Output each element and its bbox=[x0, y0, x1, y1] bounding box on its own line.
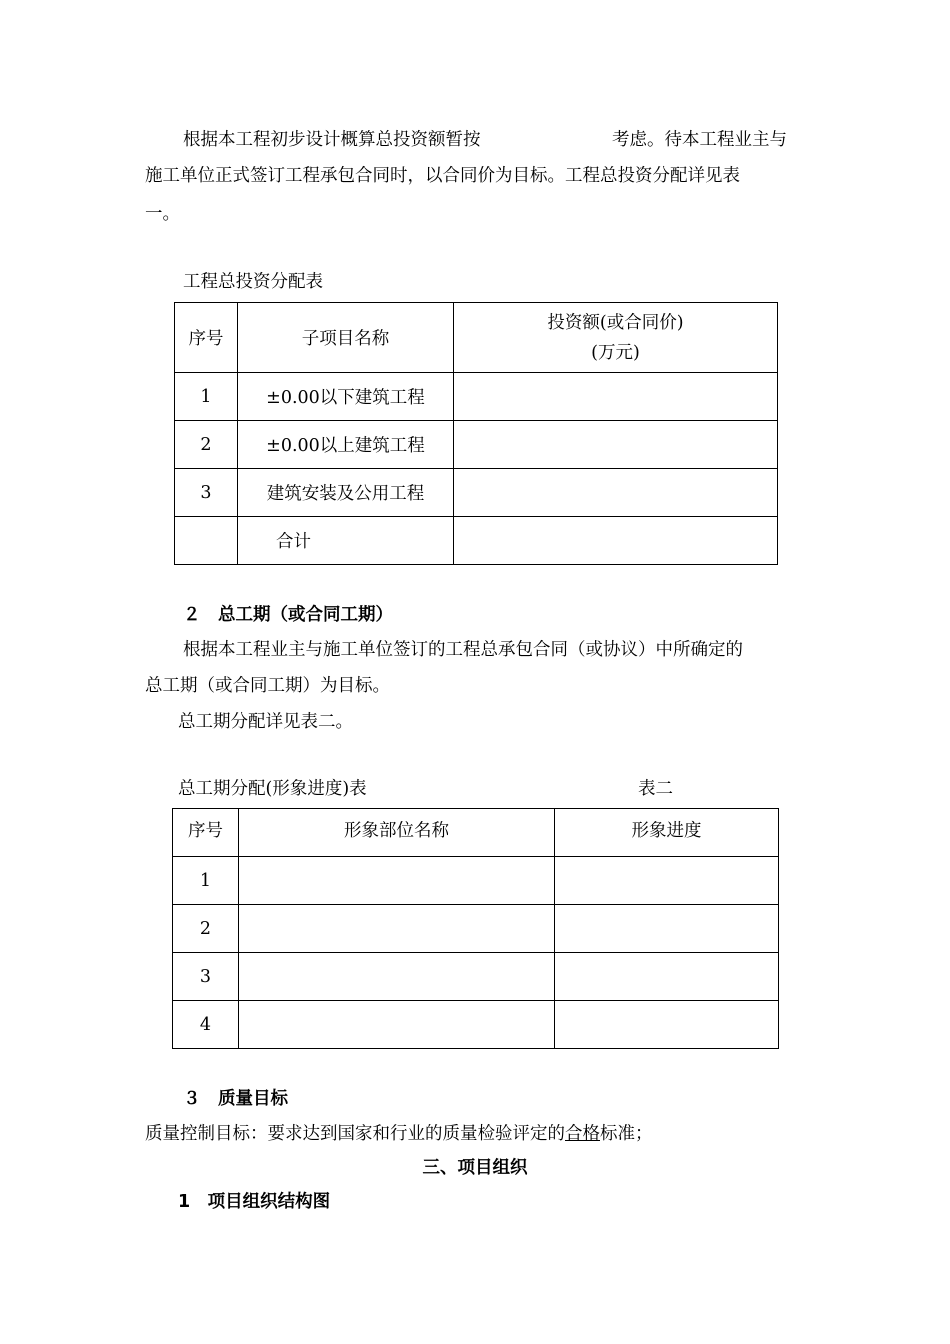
table1-header-seq: 序号 bbox=[175, 303, 238, 373]
para1-line3: 一。 bbox=[145, 204, 180, 224]
section2-line2: 总工期（或合同工期）为目标。 bbox=[145, 676, 390, 696]
section2-line3: 总工期分配详见表二。 bbox=[178, 712, 353, 732]
table2-cell bbox=[239, 857, 555, 905]
table2-cell bbox=[555, 857, 779, 905]
table-row bbox=[175, 373, 778, 421]
table1-cell: 3 bbox=[175, 469, 238, 517]
table2-cell: 4 bbox=[173, 1001, 239, 1049]
table1-cell: 建筑安装及公用工程 bbox=[238, 469, 454, 517]
chapter3-heading: 三、项目组织 bbox=[422, 1158, 528, 1178]
table2-cell: 1 bbox=[173, 857, 239, 905]
table2-cell bbox=[555, 1001, 779, 1049]
table1-header-amount-line1: 投资额(或合同价) bbox=[547, 312, 684, 333]
table2-cell: 3 bbox=[173, 953, 239, 1001]
table2-header-name: 形象部位名称 bbox=[239, 809, 555, 857]
section2-line1: 根据本工程业主与施工单位签订的工程总承包合同（或协议）中所确定的 bbox=[183, 640, 743, 660]
table1-cell: ±0.00以下建筑工程 bbox=[238, 373, 454, 421]
table-row bbox=[175, 469, 778, 517]
table-row bbox=[173, 1001, 779, 1049]
quality-target-line bbox=[145, 1120, 653, 1145]
table1-cell bbox=[454, 421, 778, 469]
table1-cell bbox=[454, 517, 778, 565]
investment-table bbox=[174, 302, 778, 565]
quality-target-grade: 合格 bbox=[565, 1124, 600, 1144]
table-row bbox=[173, 857, 779, 905]
table2-header-progress: 形象进度 bbox=[555, 809, 779, 857]
table1-header-amount-unit: (万元) bbox=[591, 342, 640, 363]
table2-caption: 总工期分配(形象进度)表 bbox=[178, 779, 367, 799]
table2-cell: 2 bbox=[173, 905, 239, 953]
table-row bbox=[173, 953, 779, 1001]
table-row bbox=[175, 421, 778, 469]
table2-cell bbox=[239, 953, 555, 1001]
table1-cell bbox=[454, 469, 778, 517]
table1-total-label: 合计 bbox=[238, 517, 454, 565]
para1-line2: 施工单位正式签订工程承包合同时，以合同价为目标。工程总投资分配详见表 bbox=[145, 166, 740, 186]
table1-header-amount bbox=[454, 303, 778, 373]
table1-cell: 1 bbox=[175, 373, 238, 421]
table2-cell bbox=[239, 1001, 555, 1049]
table2-header-seq: 序号 bbox=[173, 809, 239, 857]
section3-heading: ３ 质量目标 bbox=[183, 1089, 288, 1109]
table2-cell bbox=[239, 905, 555, 953]
chapter3-sub1: 1 项目组织结构图 bbox=[178, 1192, 331, 1212]
table2-header-row bbox=[173, 809, 779, 857]
quality-target-suffix: 标准； bbox=[600, 1124, 653, 1144]
table2-label: 表二 bbox=[638, 779, 673, 799]
table1-cell: 2 bbox=[175, 421, 238, 469]
table-row bbox=[175, 517, 778, 565]
section2-heading: ２ 总工期（或合同工期） bbox=[183, 605, 393, 625]
table1-cell bbox=[175, 517, 238, 565]
quality-target-prefix: 质量控制目标：要求达到国家和行业的质量检验评定的 bbox=[145, 1124, 565, 1144]
table1-header-row bbox=[175, 303, 778, 373]
schedule-table bbox=[172, 808, 779, 1049]
table2-cell bbox=[555, 905, 779, 953]
para1-line1a: 根据本工程初步设计概算总投资额暂按 bbox=[183, 130, 481, 150]
table1-cell bbox=[454, 373, 778, 421]
table1-cell: ±0.00以上建筑工程 bbox=[238, 421, 454, 469]
table1-header-name: 子项目名称 bbox=[238, 303, 454, 373]
table2-cell bbox=[555, 953, 779, 1001]
para1-line1b: 考虑。待本工程业主与 bbox=[612, 130, 787, 150]
table1-caption: 工程总投资分配表 bbox=[183, 272, 323, 292]
table-row bbox=[173, 905, 779, 953]
